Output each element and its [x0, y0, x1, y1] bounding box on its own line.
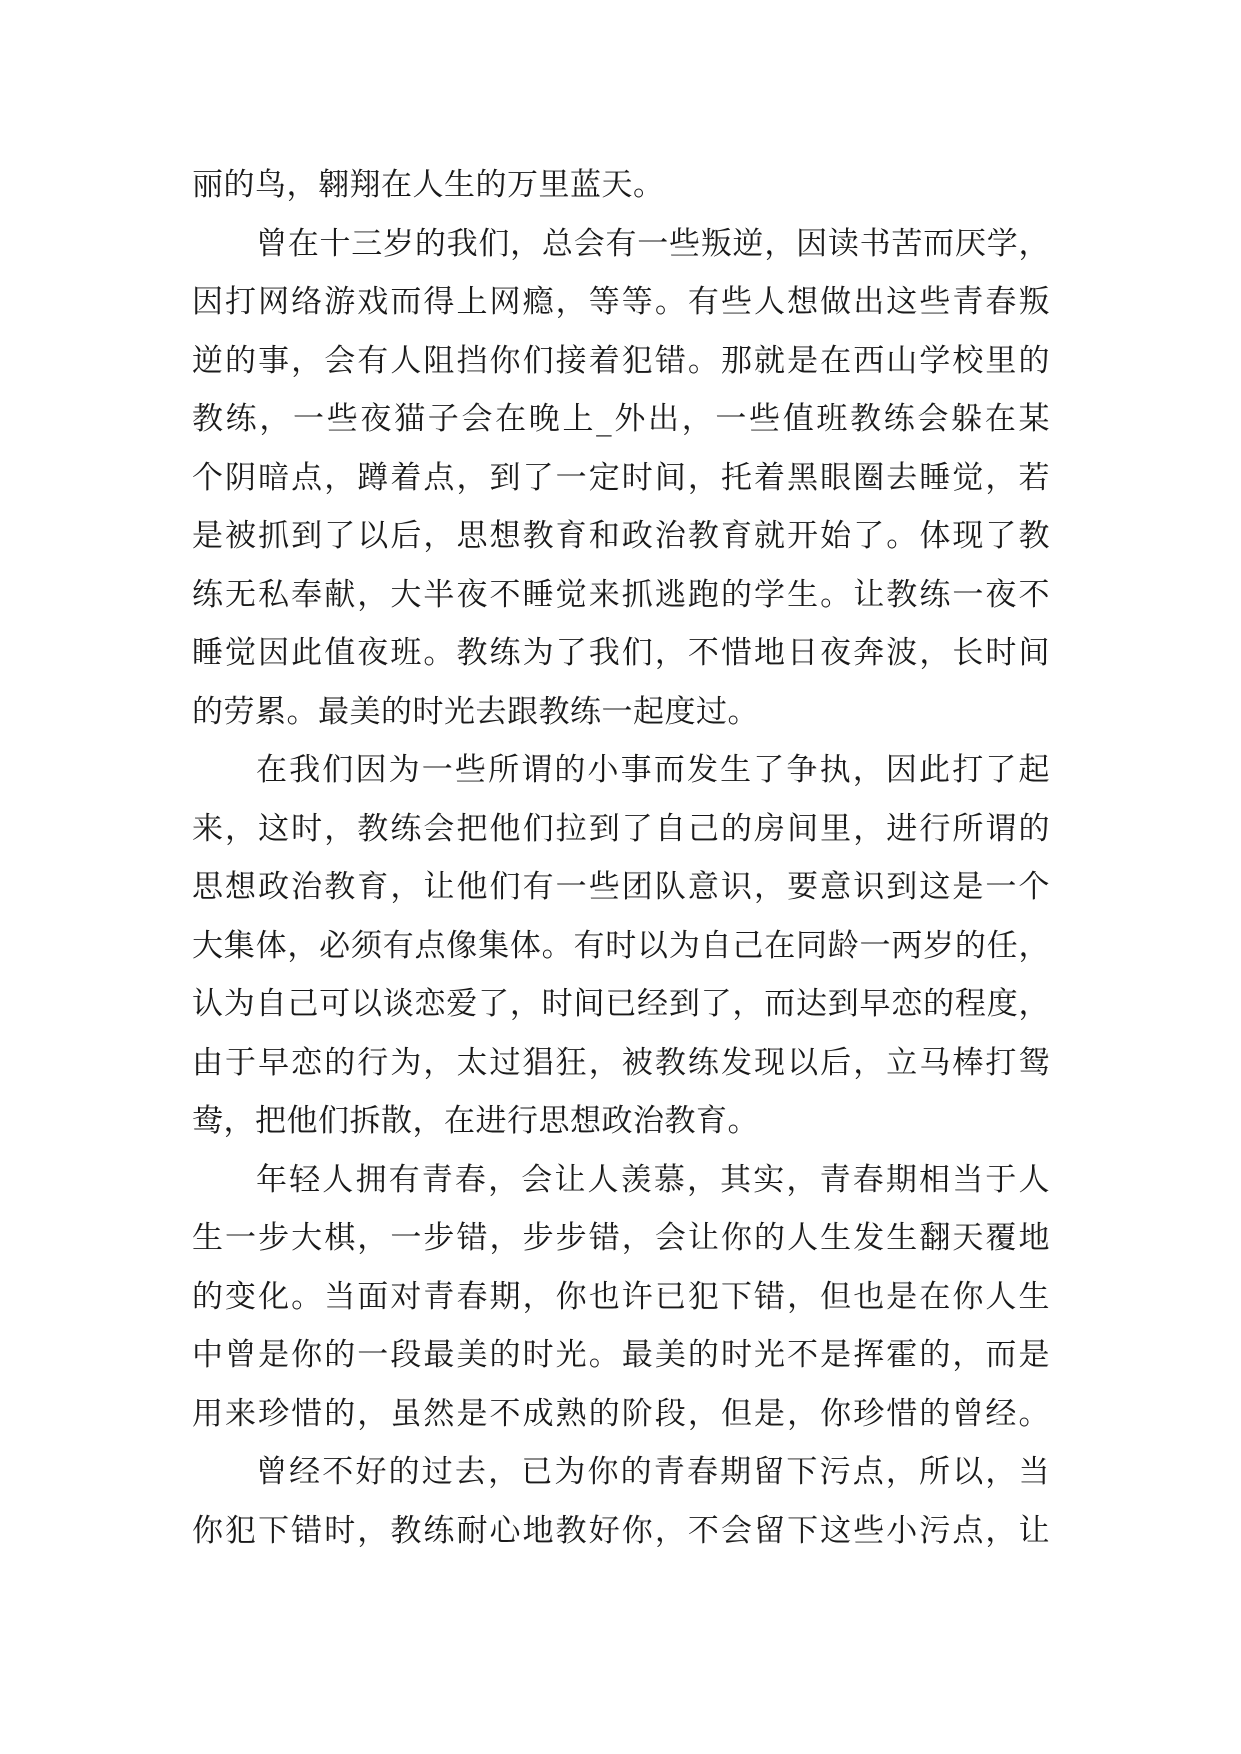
text-line: 练无私奉献，大半夜不睡觉来抓逃跑的学生。让教练一夜不: [192, 576, 1050, 613]
text-line: 丽的鸟，翱翔在人生的万里蓝天。: [192, 167, 665, 203]
text-line: 在我们因为一些所谓的小事而发生了争执，因此打了起: [256, 752, 1050, 788]
text-line: 曾经不好的过去，已为你的青春期留下污点，所以，当: [256, 1454, 1050, 1490]
text-line: 生一步大棋，一步错，步步错，会让你的人生发生翻天覆地: [192, 1220, 1050, 1256]
text-line: 你犯下错时，教练耐心地教好你，不会留下这些小污点，让: [192, 1512, 1050, 1549]
text-line: 的劳累。最美的时光去跟教练一起度过。: [192, 693, 759, 730]
text-line: 曾在十三岁的我们，总会有一些叛逆，因读书苦而厌学，: [256, 225, 1050, 262]
text-line: 来，这时，教练会把他们拉到了自己的房间里，进行所谓的: [192, 810, 1050, 847]
text-line: 睡觉因此值夜班。教练为了我们，不惜地日夜奔波，长时间: [192, 635, 1050, 671]
document-body: [192, 156, 1050, 1560]
text-line: 认为自己可以谈恋爱了，时间已经到了，而达到早恋的程度，: [192, 986, 1050, 1022]
text-line: 教练，一些夜猫子会在晚上_外出，一些值班教练会躲在某: [192, 401, 1050, 437]
text-line: 中曾是你的一段最美的时光。最美的时光不是挥霍的，而是: [192, 1337, 1050, 1373]
text-line: 逆的事，会有人阻挡你们接着犯错。那就是在西山学校里的: [192, 342, 1050, 379]
text-line: 的变化。当面对青春期，你也许已犯下错，但也是在你人生: [192, 1278, 1050, 1315]
text-line: 个阴暗点，蹲着点，到了一定时间，托着黑眼圈去睡觉，若: [192, 459, 1050, 496]
text-line: 鸯，把他们拆散，在进行思想政治教育。: [192, 1103, 759, 1139]
text-line: 年轻人拥有青春，会让人羡慕，其实，青春期相当于人: [256, 1161, 1050, 1198]
text-line: 因打网络游戏而得上网瘾，等等。有些人想做出这些青春叛: [192, 284, 1050, 320]
text-line: 大集体，必须有点像集体。有时以为自己在同龄一两岁的任，: [192, 927, 1050, 964]
text-line: 是被抓到了以后，思想教育和政治教育就开始了。体现了教: [192, 518, 1050, 554]
text-line: 思想政治教育，让他们有一些团队意识，要意识到这是一个: [192, 869, 1050, 905]
text-line: 由于早恋的行为，太过猖狂，被教练发现以后，立马棒打鸳: [192, 1044, 1050, 1081]
text-line: 用来珍惜的，虽然是不成熟的阶段，但是，你珍惜的曾经。: [192, 1395, 1050, 1432]
